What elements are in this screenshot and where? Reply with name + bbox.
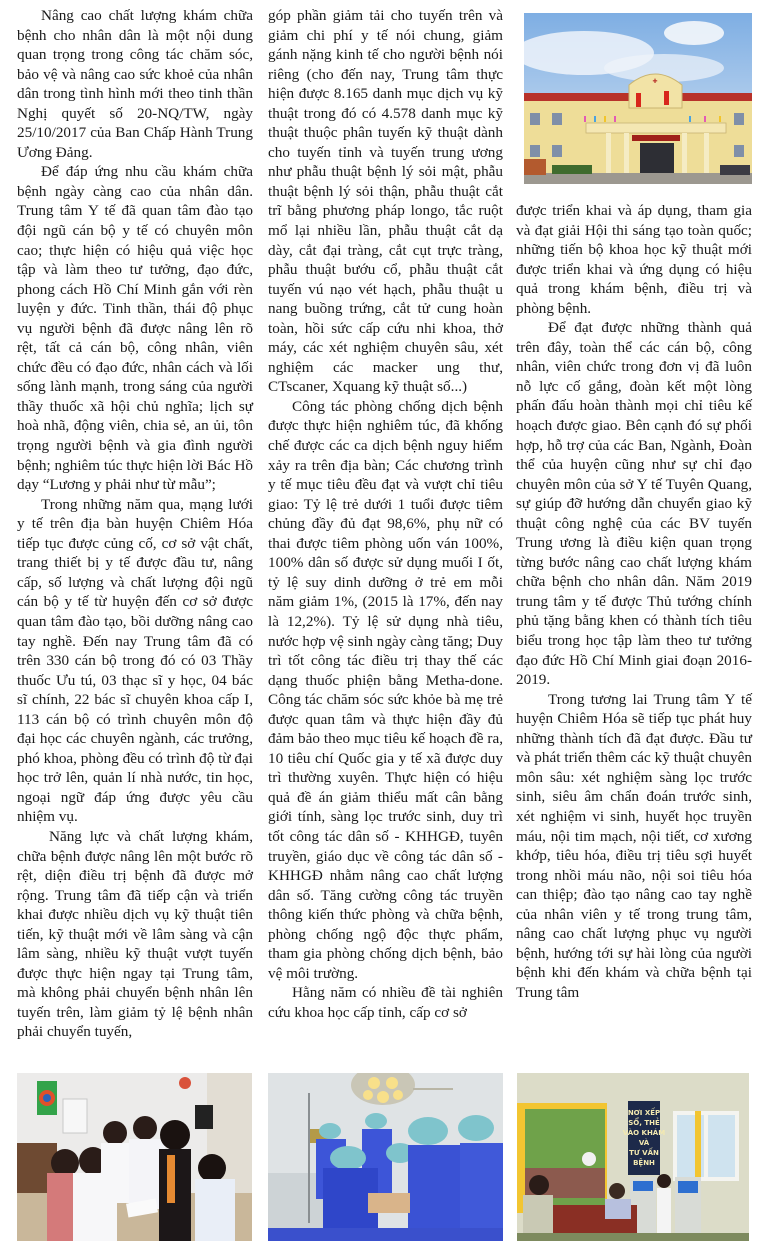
sign-line: NƠI XẾP [627,1109,661,1117]
sign-line: VÀO KHÁM [622,1129,666,1137]
paragraph: Công tác phòng chống dịch bệnh được thực hiện nghiêm túc, đã khống chế được các ca dịch bệnh nguy hiểm xảy ra trên địa bàn; Các chương trình y tế mục tiêu đều đạt và vượt chỉ tiêu giao: Tỷ lệ trẻ dưới 1 tuổi được tiêm chủng đầy đủ đạt 98,6%, phụ nữ có thai được tiêm phòng uốn ván 100%, 100% dân số được sử dụng muối I ốt, tỷ lệ suy dinh dưỡng ở trẻ em mỗi năm giảm 1%, (2015 là 17%, đến nay là 12,2%). Tỷ lệ sử dụng nhà tiêu, nước hợp vệ sinh ngày càng tăng; Duy trì tốt công tác điều trị thay thế các dạng thuốc phiện bằng Metha-done. Công tác chăm sóc sức khỏe bà mẹ trẻ được quan tâm và thực hiện đầy đủ đảm bảo theo mục tiêu kế hoạch đề ra, 10 tiêu chí Quốc gia y tế xã được duy trì thường xuyên. Thực hiện có hiệu quả đề án giảm thiểu mất cân bằng giới tính, sàng lọc trước sinh, duy trì tốt công tác dân số - KHHGĐ, tuyên truyền, giáo dục về công tác dân số - KHHGĐ nhằm nâng cao chất lượng dân số. Tăng cường công tác truyền thông kiến thức phòng và chữa bệnh, phòng chống ngộ độc thực phẩm, tham gia phòng chống dịch bệnh, bảo vệ môi trường. [268,397,503,982]
sign-line: BỆNH [633,1159,655,1167]
paragraph: góp phần giảm tải cho tuyến trên và giảm chi phí y tế nói chung, giảm gánh nặng kinh tế cho người bệnh nói riêng (cho đến nay, Trung tâm thực hiện được 8.165 danh mục dịch vụ kỹ thuật trong đó có 4.578 danh mục kỹ thuật thuộc phân tuyến kỹ thuật dành cho tuyến tỉnh và tuyến trung ương như phẫu thuật bệnh lý sỏi mật, phẫu thuật bệnh lý sỏi thận, phẫu thuật cắt trĩ bằng phương pháp longo, tắc ruột mổ lại nhiều lần, phẫu thuật cắt dạ dày, cắt đại tràng, cắt cụt trực tràng, phẫu thuật bướu cổ, phẫu thuật cắt tuyến vú nạo vét hạch, phẫu thuật u nang buồng trứng, cắt tử cung hoàn toàn, hồi sức cấp cứu nhi khoa, thở máy, các xét nghiệm chuyên sâu, xét nghiệm các macker ung thư, CTscaner, Xquang kỹ thuật số...) [268,7,503,396]
paragraph: Để đạt được những thành quả trên đây, toàn thể các cán bộ, công nhân, viên chức trong đơn vị đã luôn nỗ lực cố gắng, đoàn kết một lòng phấn đấu hoàn thành mọi chỉ tiêu kế hoạch được giao. Bên cạnh đó sự phối hợp, hỗ trợ của các Ban, Ngành, Đoàn thể của huyện cũng như sự chỉ đạo chuyên môn của sở Y tế Tuyên Quang, sự giúp đỡ hướng dẫn chuyển giao kỹ thuật công nghệ của các BV tuyến Trung ương là điều kiện quan trọng từng bước nâng cao chất lượng khám chữa bệnh cho nhân dân. Năm 2019 trung tâm y tế được Thủ tướng chính phủ tặng bằng khen có thành tích tiêu biểu trong học tập làm theo tư tưởng đạo đức Hồ Chí Minh giai đoạn 2016-2019. [516,319,752,689]
medical-staff-illustration [17,1073,252,1241]
hospital-building-photo [524,13,752,184]
reception-lobby-illustration [517,1073,749,1241]
article-column-right [516,201,752,1061]
surgery-illustration [268,1073,503,1241]
sign-line: TƯ VẤN [629,1149,659,1157]
paragraph: Trong tương lai Trung tâm Y tế huyện Chiêm Hóa sẽ tiếp tục phát huy những thành tích đã đạt được. Đầu tư và phát triển thêm các kỹ thuật chuyên môn sâu: xét nghiệm sàng lọc trước sinh, siêu âm chẩn đoán trước sinh, xét nghiệm vi sinh, huyết học truyền máu, nội tim mạch, nội tiết, cơ xương khớp, tiêu hóa, điều trị tiêu sợi huyết trong nhồi máu não, nội soi tiêu hóa can thiệp; đào tạo nâng cao tay nghề của nhân viên y tế trong trung tâm, nâng cao chất lượng phục vụ người bệnh, hướng tới sự hài lòng của người bệnh khi đến khám và chữa bệnh tại Trung tâm [516,690,752,1001]
hospital-building-illustration [524,13,752,184]
surgery-photo [268,1073,503,1241]
sign-line: VÀ [638,1139,650,1147]
paragraph: Hằng năm có nhiều đề tài nghiên cứu khoa học cấp tỉnh, cấp cơ sở [268,984,503,1021]
sign-line: SỔ, THẺ [628,1119,660,1127]
paragraph: Trong những năm qua, mạng lưới y tế trên địa bàn huyện Chiêm Hóa tiếp tục được củng cố, cơ sở vật chất, trang thiết bị y tế được đầu tư, nâng cấp, số lượng và chất lượng đội ngũ cán bộ y tế từ huyện đến cơ sở được quan tâm đào tạo, bồi dưỡng nâng cao tay nghề. Đến nay Trung tâm đã có trên 330 cán bộ trong đó có 03 Thầy thuốc Ưu tú, 03 thạc sĩ y học, 04 bác sĩ chính, 22 bác sĩ chuyên khoa cấp I, 113 cán bộ có trình chuyên môn độ đại học các chuyên ngành, các trưởng, phó khoa, phòng đều có trình độ từ đại học trở lên, quản lí nhà nước, tin học, ngoại ngữ đáp ứng được yêu cầu nhiệm vụ. [17,495,253,826]
medical-staff-photo [17,1073,252,1241]
red-cross-icon: ✚ [652,79,658,85]
paragraph: Nâng cao chất lượng khám chữa bệnh cho nhân dân là một nội dung quan trọng trong công tác chăm sóc, bảo vệ và nâng cao sức khoẻ của nhân dân trong tình hình mới theo tinh thần Nghị quyết số 20-NQ/TW, ngày 25/10/2017 của Ban Chấp Hành Trung Ương Đảng. [17,7,253,161]
paragraph: được triển khai và áp dụng, tham gia và đạt giải Hội thi sáng tạo toàn quốc; những tiến bộ khoa học kỹ thuật mới được triển khai và ứng dụng có hiệu quả trong khám bệnh, điều trị và phòng bệnh. [516,202,752,317]
paragraph: Năng lực và chất lượng khám, chữa bệnh được nâng lên một bước rõ rệt, diện điều trị bệnh đã được mở rộng. Trung tâm đã tiếp cận và triển khai được nhiều dịch vụ kỹ thuật tiên tiến, kỹ thuật mới về lâm sàng và cận lâm sàng, nhiều kỹ thuật vượt tuyến được thực hiện ngay tại Trung tâm, mà không phải chuyển bệnh nhân lên tuyến trên, làm giảm tỷ lệ bệnh nhân phải chuyển tuyến, [17,827,253,1041]
paragraph: Để đáp ứng nhu cầu khám chữa bệnh ngày càng cao của nhân dân. Trung tâm Y tế đã quan tâm đào tạo đội ngũ cán bộ y tế có chuyên môn cao; thực hiện có hiệu quả việc học tập và làm theo tư tưởng, đạo đức, phong cách Hồ Chí Minh gắn với rèn luyện y đức. Tinh thần, thái độ phục vụ người bệnh đã được nâng lên rõ rệt, tất cả cán bộ, công nhân, viên chức đều có đạo đức, nhân cách và lối sống lành mạnh, trong sáng của người thầy thuốc xã hội chủ nghĩa; lịch sự hoà nhã, động viên, chia sẻ, an ủi, tôn trọng người bệnh và gia đình người bệnh; nghiêm túc thực hiện lời Bác Hồ dạy “Lương y phải như từ mẫu”; [17,163,254,494]
article-column-middle [268,6,503,1066]
reception-lobby-photo [517,1073,749,1241]
article-column-left [17,6,253,1066]
